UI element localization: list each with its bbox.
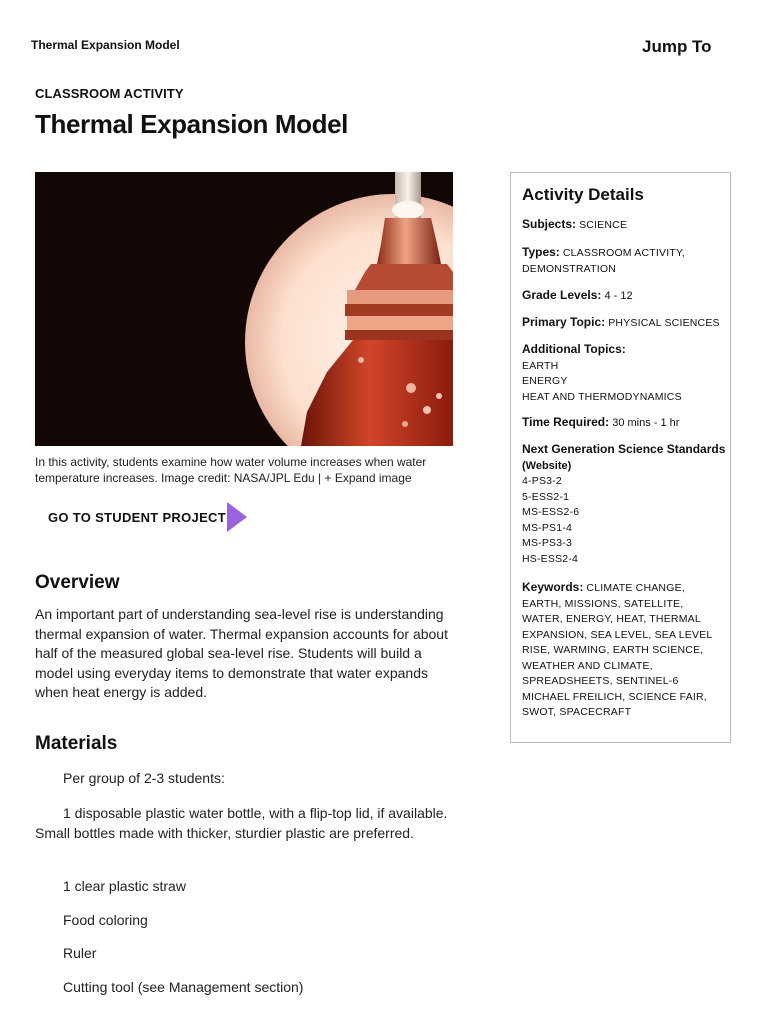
- subjects-label: Subjects:: [522, 217, 577, 231]
- subjects-row: [522, 217, 726, 234]
- expand-image-link[interactable]: + Expand image: [324, 471, 412, 485]
- materials-heading: Materials: [35, 733, 118, 754]
- material-item: Food coloring: [63, 912, 148, 928]
- keywords-label: Keywords:: [522, 580, 584, 594]
- ngss-website-link[interactable]: (Website): [522, 459, 572, 472]
- keywords-value: CLIMATE CHANGE, EARTH, MISSIONS, SATELLITE, WATER, ENERGY, HEAT, THERMAL EXPANSION, SEA LEVEL, SEA LEVEL RISE, WARMING, EARTH SCIENCE, WEATHER AND CLIMATE, SPREADSHEETS, SENTINEL-6 MICHAEL FREILICH, SCIENCE FAIR, SWOT, SPACECRAFT: [522, 582, 713, 718]
- jump-to-menu[interactable]: Jump To: [642, 37, 712, 56]
- subjects-value: SCIENCE: [579, 219, 628, 231]
- ngss-standard-item: MS-ESS2-6: [522, 506, 580, 518]
- additional-topic-item: EARTH: [522, 359, 559, 372]
- grade-levels-label: Grade Levels:: [522, 288, 602, 302]
- keywords-row: [522, 580, 726, 721]
- play-arrow-icon: [227, 502, 247, 532]
- additional-topics-label: Additional Topics:: [522, 342, 626, 356]
- ngss-label: Next Generation Science Standards: [522, 442, 726, 456]
- overview-heading: Overview: [35, 572, 120, 593]
- hero-caption: [35, 454, 455, 486]
- bottle-on-lamp-illustration: [35, 172, 453, 446]
- types-label: Types:: [522, 245, 560, 259]
- material-item: Ruler: [63, 945, 97, 961]
- time-required-value: 30 mins - 1 hr: [612, 417, 680, 429]
- primary-topic-value: PHYSICAL SCIENCES: [608, 317, 720, 329]
- material-item: 1 disposable plastic water bottle, with a flip-top lid, if available. Small bottles made with thicker, sturdier plastic are preferred.: [35, 805, 448, 841]
- page-title: Thermal Expansion Model: [35, 109, 348, 139]
- student-project-label: GO TO STUDENT PROJECT: [48, 509, 226, 525]
- grade-levels-row: [522, 288, 726, 305]
- activity-type-label: CLASSROOM ACTIVITY: [35, 86, 184, 101]
- ngss-standard-item: MS-PS1-4: [522, 521, 573, 534]
- activity-details-panel: [510, 172, 731, 743]
- caption-separator: |: [314, 471, 325, 485]
- types-row: [522, 245, 726, 277]
- ngss-standard-item: 4-PS3-2: [522, 475, 562, 487]
- additional-topic-item: ENERGY: [522, 375, 568, 387]
- ngss-standard-item: HS-ESS2-4: [522, 552, 579, 565]
- primary-topic-row: [522, 315, 726, 332]
- activity-details-heading: Activity Details: [522, 185, 644, 204]
- caption-text: In this activity, students examine how water volume increases when water temperature increases. Image credit: NASA/JPL Edu: [35, 455, 427, 485]
- types-value: CLASSROOM ACTIVITY, DEMONSTRATION: [522, 247, 685, 275]
- overview-text: An important part of understanding sea-level rise is understanding thermal expansion of water. Thermal expansion accounts for about half of the measured global sea-level rise. Students will build a model using everyday items to demonstrate that water expands when heat energy is added.: [35, 606, 448, 701]
- time-required-row: [522, 415, 726, 432]
- hero-image[interactable]: [35, 172, 453, 446]
- grade-levels-value: 4 - 12: [604, 290, 633, 302]
- time-required-label: Time Required:: [522, 415, 610, 429]
- material-item: 1 clear plastic straw: [63, 878, 186, 894]
- material-item: Cutting tool (see Management section): [63, 979, 304, 995]
- additional-topics-row: [522, 342, 726, 405]
- additional-topic-item: HEAT AND THERMODYNAMICS: [522, 390, 682, 403]
- ngss-standard-item: 5-ESS2-1: [522, 490, 570, 503]
- go-to-student-project-button[interactable]: [35, 500, 255, 534]
- header-title: Thermal Expansion Model: [31, 38, 180, 52]
- material-item: Per group of 2-3 students:: [63, 770, 225, 786]
- ngss-standard-item: MS-PS3-3: [522, 537, 573, 549]
- primary-topic-label: Primary Topic:: [522, 315, 606, 329]
- ngss-row: [522, 442, 726, 567]
